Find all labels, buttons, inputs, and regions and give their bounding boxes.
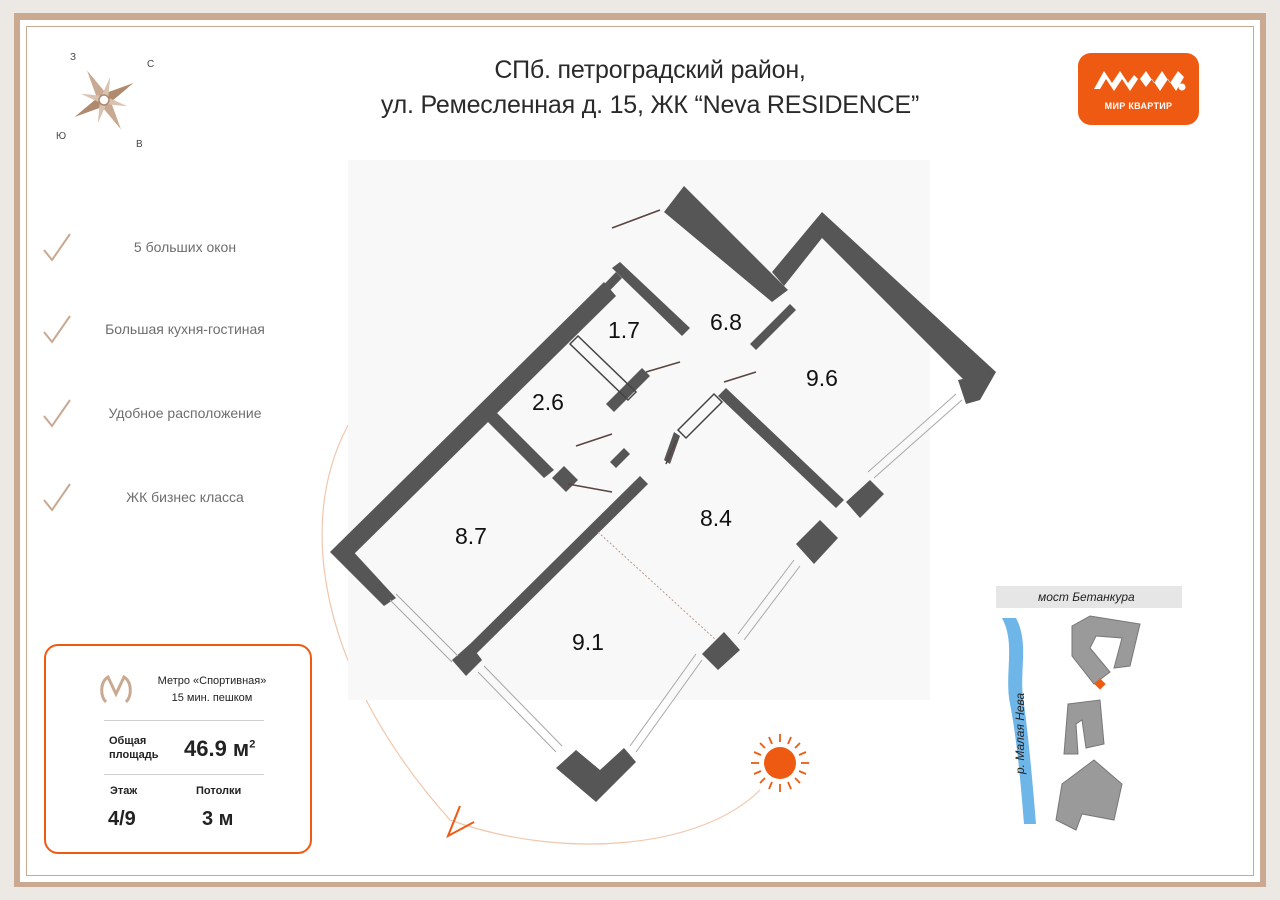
compass-north-label: С xyxy=(147,59,155,70)
compass-south-label: Ю xyxy=(56,131,67,142)
feature-label: 5 больших окон xyxy=(133,239,237,255)
room-area-label: 2.6 xyxy=(532,389,564,415)
total-area-label xyxy=(109,734,179,762)
divider xyxy=(104,720,264,721)
apartment-info-card xyxy=(44,644,312,854)
room-area-label: 9.6 xyxy=(806,365,838,391)
room-area-label: 8.7 xyxy=(455,523,487,549)
floor-label: Этаж xyxy=(110,785,138,797)
divider xyxy=(104,774,264,775)
compass-west-label: З xyxy=(70,52,77,63)
building-blocks xyxy=(1056,616,1140,830)
total-area-value xyxy=(184,736,255,762)
feature-label: ЖК бизнес класса xyxy=(126,489,244,505)
feature-label: Удобное расположение xyxy=(108,405,262,421)
room-area-label: 1.7 xyxy=(608,317,640,343)
river-label: р. Малая Нева xyxy=(1013,692,1027,774)
metro-walk-time: 15 мин. пешком xyxy=(171,692,253,704)
total-area-number: 46.9 м xyxy=(184,736,250,761)
brand-name: МИР КВАРТИР xyxy=(1104,101,1173,111)
floor-value: 4/9 xyxy=(108,808,136,830)
room-area-label: 6.8 xyxy=(710,309,742,335)
address-line-2: ул. Ремесленная д. 15, ЖК “Neva RESIDENCE” xyxy=(380,91,920,119)
total-area-label-line2: площадь xyxy=(109,749,159,761)
bridge-label: мост Бетанкура xyxy=(1038,590,1135,604)
area-unit-superscript: 2 xyxy=(249,738,256,751)
total-area-label-line1: Общая xyxy=(109,735,147,747)
metro-logo-icon xyxy=(98,672,134,708)
address-line-1: СПб. петроградский район, xyxy=(494,56,806,84)
metro-station-name: Метро «Спортивная» xyxy=(157,675,267,687)
ceiling-label: Потолки xyxy=(196,785,242,797)
room-area-label: 8.4 xyxy=(700,505,732,531)
room-area-label: 9.1 xyxy=(572,629,604,655)
location-map xyxy=(990,584,1190,840)
feature-label: Большая кухня-гостиная xyxy=(105,321,265,337)
ceiling-value: 3 м xyxy=(202,808,234,830)
compass-east-label: В xyxy=(136,139,143,150)
